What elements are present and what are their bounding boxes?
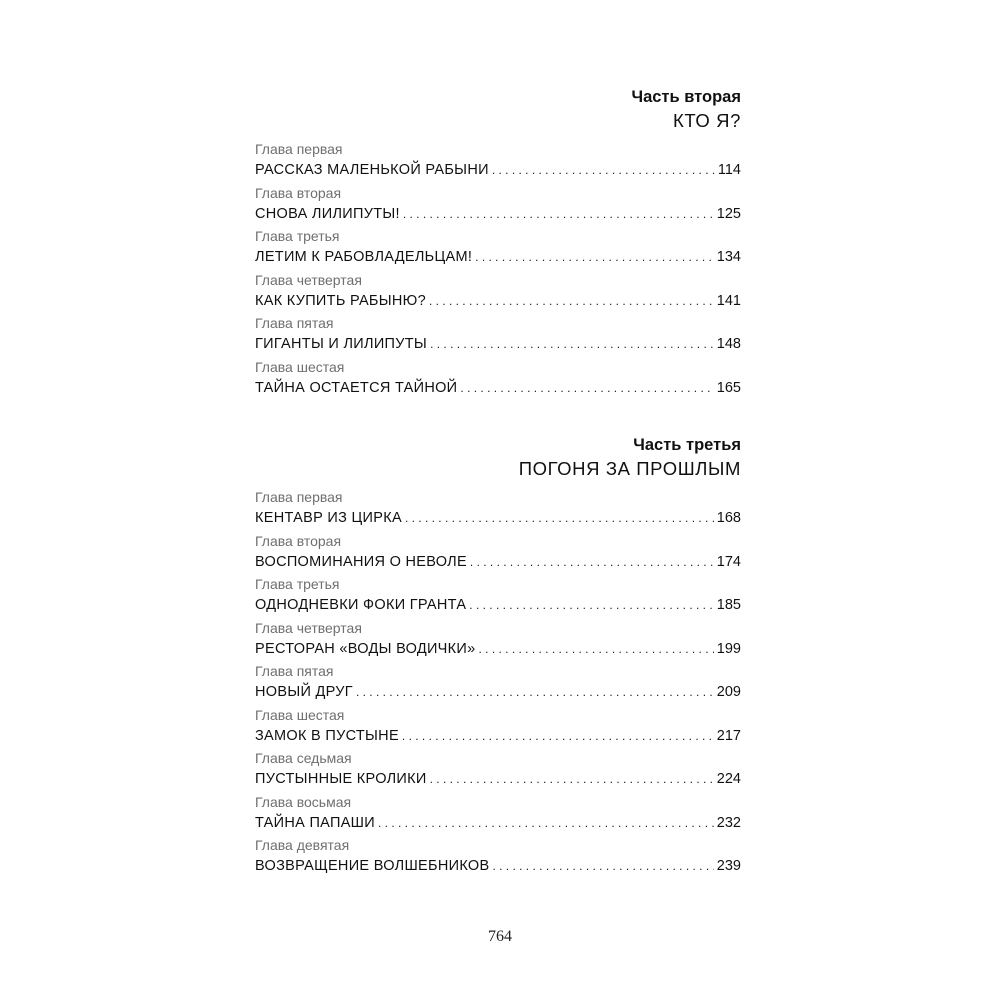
page-number: 199: [716, 640, 741, 657]
page-number: 114: [717, 162, 741, 178]
folio-page-number: 764: [488, 928, 512, 945]
toc-entry[interactable]: [255, 575, 741, 619]
page-number: 224: [716, 771, 741, 787]
chapter-label: Глава первая: [255, 489, 343, 505]
page-number: 232: [716, 814, 741, 831]
dot-leader: [460, 377, 713, 399]
chapter-label: Глава пятая: [255, 663, 334, 679]
chapter-title: КАК КУПИТЬ РАБЫНЮ?: [255, 292, 426, 309]
page-number: 165: [716, 379, 741, 396]
chapter-line: [255, 725, 741, 747]
page-number: 125: [716, 205, 741, 222]
page-number: 148: [716, 336, 741, 352]
chapter-line: [255, 812, 741, 834]
chapter-line: [255, 507, 741, 529]
dot-leader: [469, 594, 714, 616]
chapter-line: [255, 855, 741, 877]
dot-leader: [403, 203, 714, 225]
part-label: Часть третья: [633, 436, 741, 454]
dot-leader: [492, 855, 713, 877]
toc-part-three: [255, 434, 741, 880]
toc-entry[interactable]: [255, 140, 741, 184]
dot-leader: [470, 551, 714, 573]
dot-leader: [378, 812, 714, 834]
dot-leader: [429, 290, 714, 312]
page-number: 209: [716, 684, 741, 700]
chapter-title: ВОЗВРАЩЕНИЕ ВОЛШЕБНИКОВ: [255, 858, 490, 874]
page-number: 217: [716, 727, 741, 744]
page-number: 134: [716, 249, 741, 265]
chapter-line: [255, 551, 741, 573]
page-number: 239: [716, 858, 741, 874]
part-title: ПОГОНЯ ЗА ПРОШЛЫМ: [518, 458, 741, 479]
toc-entry[interactable]: [255, 532, 741, 576]
chapter-label: Глава четвертая: [255, 619, 362, 636]
dot-leader: [492, 159, 715, 181]
toc-entry[interactable]: [255, 836, 741, 880]
page-number: 174: [716, 553, 741, 570]
toc-entry[interactable]: [255, 184, 741, 228]
toc-entry[interactable]: [255, 706, 741, 750]
chapter-label: Глава вторая: [255, 184, 342, 201]
chapter-title: КЕНТАВР ИЗ ЦИРКА: [255, 510, 402, 526]
chapter-title: ОДНОДНЕВКИ ФОКИ ГРАНТА: [255, 597, 467, 613]
chapter-label: Глава третья: [255, 576, 340, 592]
toc-entry[interactable]: [255, 619, 741, 663]
chapter-label: Глава седьмая: [255, 750, 352, 766]
dot-leader: [478, 638, 713, 660]
toc-entry[interactable]: [255, 793, 741, 837]
chapter-title: ВОСПОМИНАНИЯ О НЕВОЛЕ: [255, 553, 467, 570]
chapter-title: ПУСТЫННЫЕ КРОЛИКИ: [255, 771, 427, 787]
chapter-line: [255, 159, 741, 181]
chapter-label: Глава вторая: [255, 532, 342, 549]
toc-part-two: [255, 86, 741, 401]
part-header: [255, 86, 741, 134]
dot-leader: [430, 768, 714, 790]
chapter-label: Глава третья: [255, 228, 340, 244]
chapter-title: ЛЕТИМ К РАБОВЛАДЕЛЬЦАМ!: [255, 249, 473, 265]
chapter-title: НОВЫЙ ДРУГ: [255, 684, 353, 700]
chapter-title: СНОВА ЛИЛИПУТЫ!: [255, 205, 400, 222]
part-label: Часть вторая: [631, 88, 741, 106]
chapter-title: РАССКАЗ МАЛЕНЬКОЙ РАБЫНИ: [255, 162, 489, 178]
chapter-line: [255, 638, 741, 660]
part-header: [255, 434, 741, 482]
chapter-line: [255, 594, 741, 616]
chapter-title: ГИГАНТЫ И ЛИЛИПУТЫ: [255, 336, 428, 352]
chapter-line: [255, 333, 741, 355]
part-title: КТО Я?: [672, 110, 741, 131]
toc-entry[interactable]: [255, 227, 741, 271]
dot-leader: [430, 333, 714, 355]
toc-entry[interactable]: [255, 358, 741, 402]
chapter-line: [255, 203, 741, 225]
chapter-label: Глава девятая: [255, 837, 350, 853]
page-number: 185: [716, 597, 741, 613]
chapter-label: Глава первая: [255, 141, 343, 157]
chapter-line: [255, 290, 741, 312]
chapter-label: Глава восьмая: [255, 793, 352, 810]
chapter-title: ТАЙНА ОСТАЕТСЯ ТАЙНОЙ: [255, 379, 458, 396]
toc-entry[interactable]: [255, 314, 741, 358]
chapter-title: РЕСТОРАН «ВОДЫ ВОДИЧКИ»: [255, 640, 476, 657]
toc-entry[interactable]: [255, 271, 741, 315]
chapter-label: Глава четвертая: [255, 271, 362, 288]
toc-entry[interactable]: [255, 488, 741, 532]
toc-entry[interactable]: [255, 662, 741, 706]
chapter-label: Глава шестая: [255, 358, 345, 375]
chapter-label: Глава пятая: [255, 315, 334, 331]
chapter-line: [255, 768, 741, 790]
chapter-line: [255, 681, 741, 703]
toc-entry[interactable]: [255, 749, 741, 793]
chapter-title: ТАЙНА ПАПАШИ: [255, 814, 375, 831]
page-number: 141: [716, 292, 741, 309]
chapter-line: [255, 377, 741, 399]
chapter-line: [255, 246, 741, 268]
chapter-label: Глава шестая: [255, 706, 345, 723]
dot-leader: [405, 507, 714, 529]
dot-leader: [356, 681, 714, 703]
dot-leader: [475, 246, 714, 268]
page-number: 168: [716, 510, 741, 526]
chapter-title: ЗАМОК В ПУСТЫНЕ: [255, 727, 399, 744]
dot-leader: [402, 725, 714, 747]
